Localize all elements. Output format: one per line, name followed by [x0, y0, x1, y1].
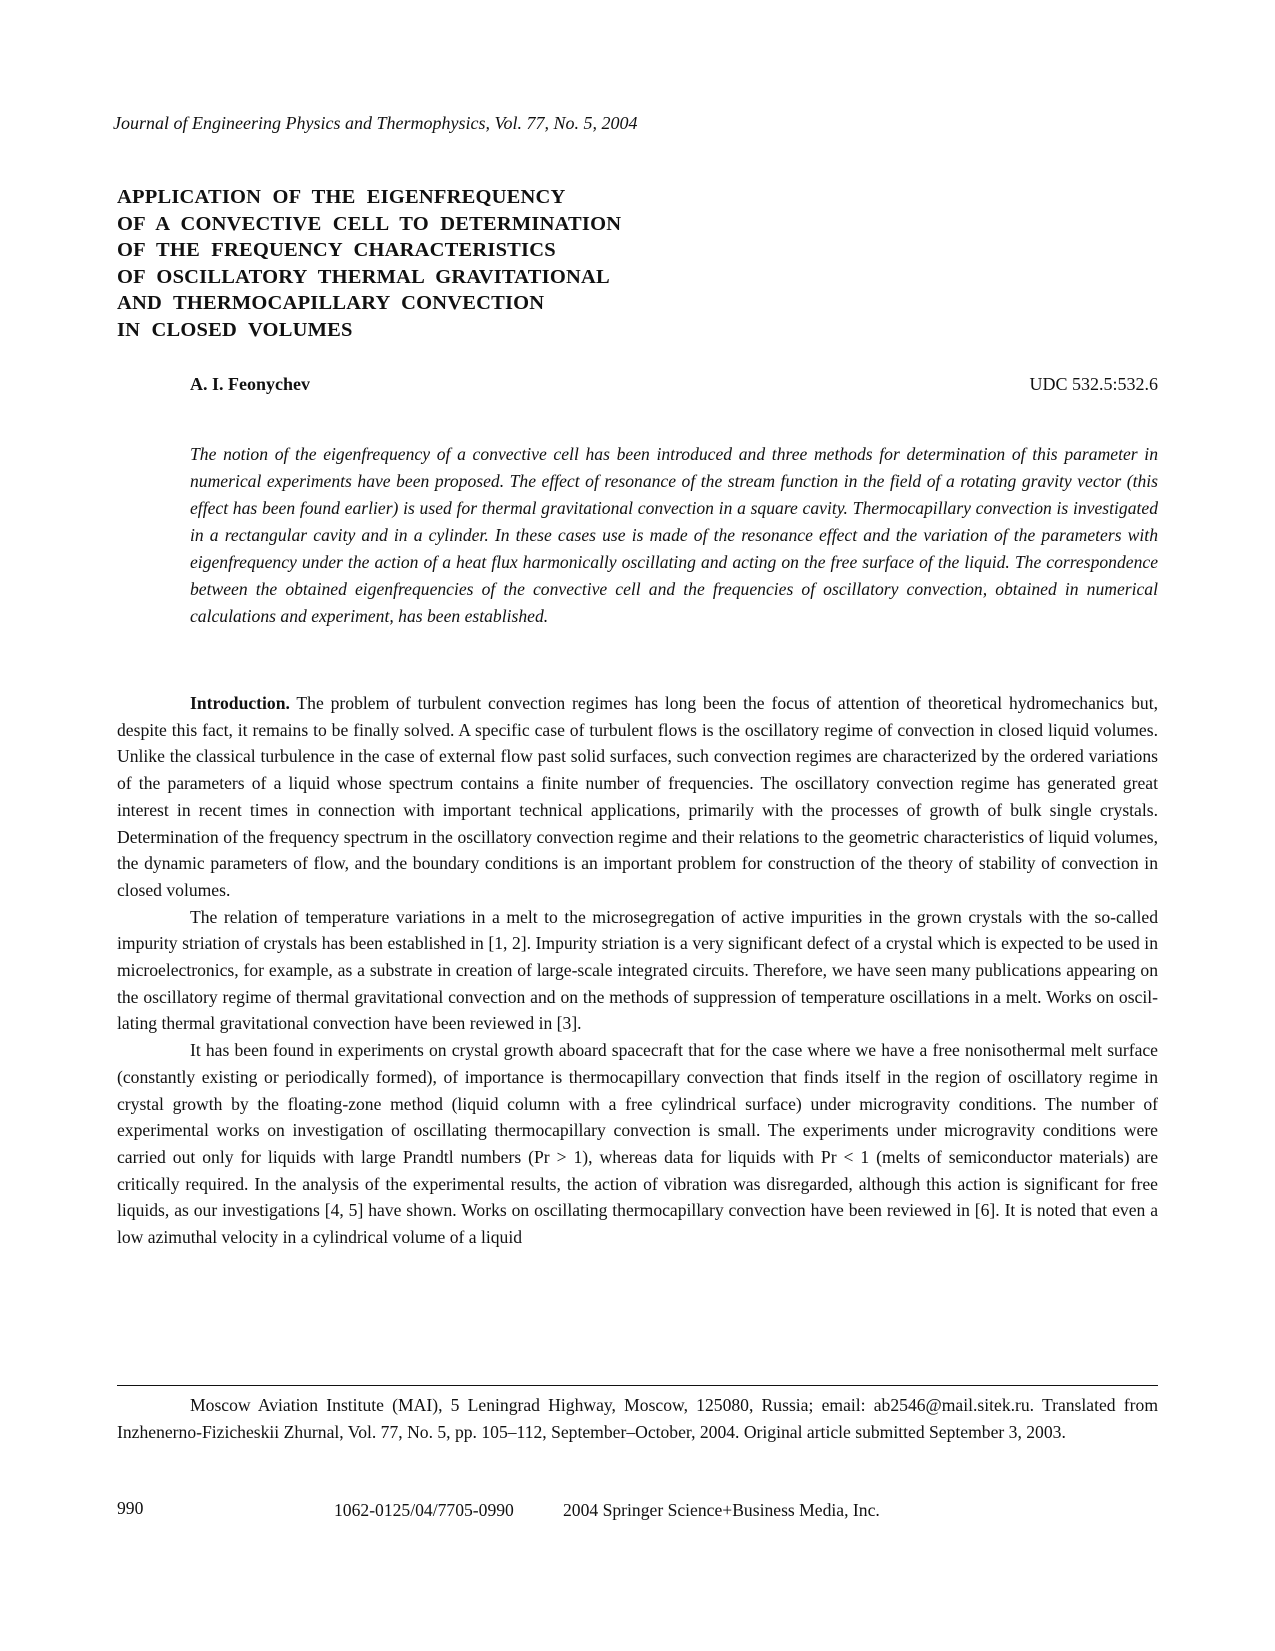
- page-number: 990: [117, 1498, 144, 1518]
- article-body: [117, 690, 1158, 1251]
- copyright-notice: 2004 Springer Science+Business Media, Inc.: [563, 1500, 880, 1520]
- article-title: [117, 184, 621, 343]
- title-line-5: AND THERMOCAPILLARY CONVECTION: [117, 292, 545, 314]
- affiliation-footnote: Moscow Aviation Institute (MAI), 5 Leningrad Highway, Moscow, 125080, Russia; email: ab2546@mail.sitek.ru. Translated from Inzhenerno-Fizicheskii Zhurnal, Vol. 77, No. 5, pp. 105–112, September–October, 2004. Original article submitted September 3, 2003.: [117, 1395, 1158, 1442]
- journal-header: Journal of Engineering Physics and Thermophysics, Vol. 77, No. 5, 2004: [113, 113, 638, 133]
- abstract: The notion of the eigenfrequency of a convective cell has been introduced and three methods for determination of this parameter in numerical experiments have been proposed. The effect of resonance of the stream function in the field of a rotating gravity vector (this effect has been found earlier) is used for thermal gravitational convection in a square cavity. Thermocapillary convection is investigated in a rectangular cavity and in a cylinder. In these cases use is made of the resonance effect and the variation of the parameters with eigenfrequency under the action of a heat flux harmonically oscillating and acting on the free surface of the liquid. The correspondence between the obtained eigenfrequencies of the convective cell and the frequencies of oscillatory convection, obtained in numerical calculations and experiment, has been established.: [190, 444, 1158, 626]
- title-line-3: OF THE FREQUENCY CHARACTERISTICS: [117, 239, 556, 261]
- intro-heading: Introduction.: [190, 693, 290, 713]
- body-paragraph-3: It has been found in experiments on crystal growth aboard spacecraft that for the case where we have a free nonisothermal melt surface (constantly existing or periodically formed), of importance is thermocapillary convection that finds itself in the region of oscillatory regime in crystal growth by the floating-zone method (liquid column with a free cylindrical surface) under microgravity conditions. The number of experimental works on investigation of oscillating thermocapillary convection is small. The experiments under microgravity conditions were carried out only for liquids with large Prandtl numbers (Pr > 1), whereas data for liquids with Pr < 1 (melts of semiconductor materials) are critically required. In the analysis of the experimental results, the action of vibration was disregarded, although this action is significant for free liquids, as our investigations [4, 5] have shown. Works on oscillating thermocapillary convection have been reviewed in [6]. It is noted that even a low azimuthal velocity in a cylindrical volume of a liquid: [117, 1040, 1158, 1248]
- title-line-2: OF A CONVECTIVE CELL TO DETERMINATION: [117, 212, 622, 235]
- body-paragraph-1: [117, 690, 1158, 904]
- title-line-4: OF OSCILLATORY THERMAL GRAVITATIONAL: [117, 265, 610, 288]
- author-name: A. I. Feonychev: [190, 374, 310, 394]
- title-line-6: IN CLOSED VOLUMES: [117, 318, 353, 341]
- issn-code: 1062-0125/04/7705-0990: [334, 1500, 514, 1520]
- intro-text: The problem of turbulent convection regimes has long been the focus of attention of theoretical hydromechanics but, despite this fact, it remains to be finally solved. A specific case of turbulent flows is the oscillatory regime of convection in closed liquid volumes. Unlike the classical turbulence in the case of external flow past solid surfaces, such convection regimes are characterized by the ordered variations of the parameters of a liquid whose spectrum contains a finite number of frequencies. The oscillatory convection regime has generated great interest in recent times in connection with important technical applications, primarily with the processes of growth of bulk single crystals. Determination of the frequency spectrum in the oscillatory convection regime and their relations to the geometric characteristics of liquid volumes, the dynamic parameters of flow, and the boundary conditions is an important problem for construction of the theory of stability of convection in closed volumes.: [117, 693, 1158, 900]
- body-paragraph-2: The relation of temperature variations in a melt to the microsegregation of active impurities in the grown crystals with the so-called impurity striation of crystals has been established in [1, 2]. Impurity striation is a very significant defect of a crystal which is expected to be used in microelectronics, for example, as a substrate in creation of large-scale integrated circuits. Therefore, we have seen many publications appearing on the oscillatory regime of thermal gravitational convection and on the methods of suppression of temperature oscillations in a melt. Works on oscillating thermal gravitational convection have been reviewed in [3].: [117, 906, 1158, 1034]
- udc-code: UDC 532.5:532.6: [1029, 374, 1158, 394]
- footnote-divider: [117, 1385, 1158, 1386]
- title-line-1: APPLICATION OF THE EIGENFREQUENCY: [117, 186, 566, 208]
